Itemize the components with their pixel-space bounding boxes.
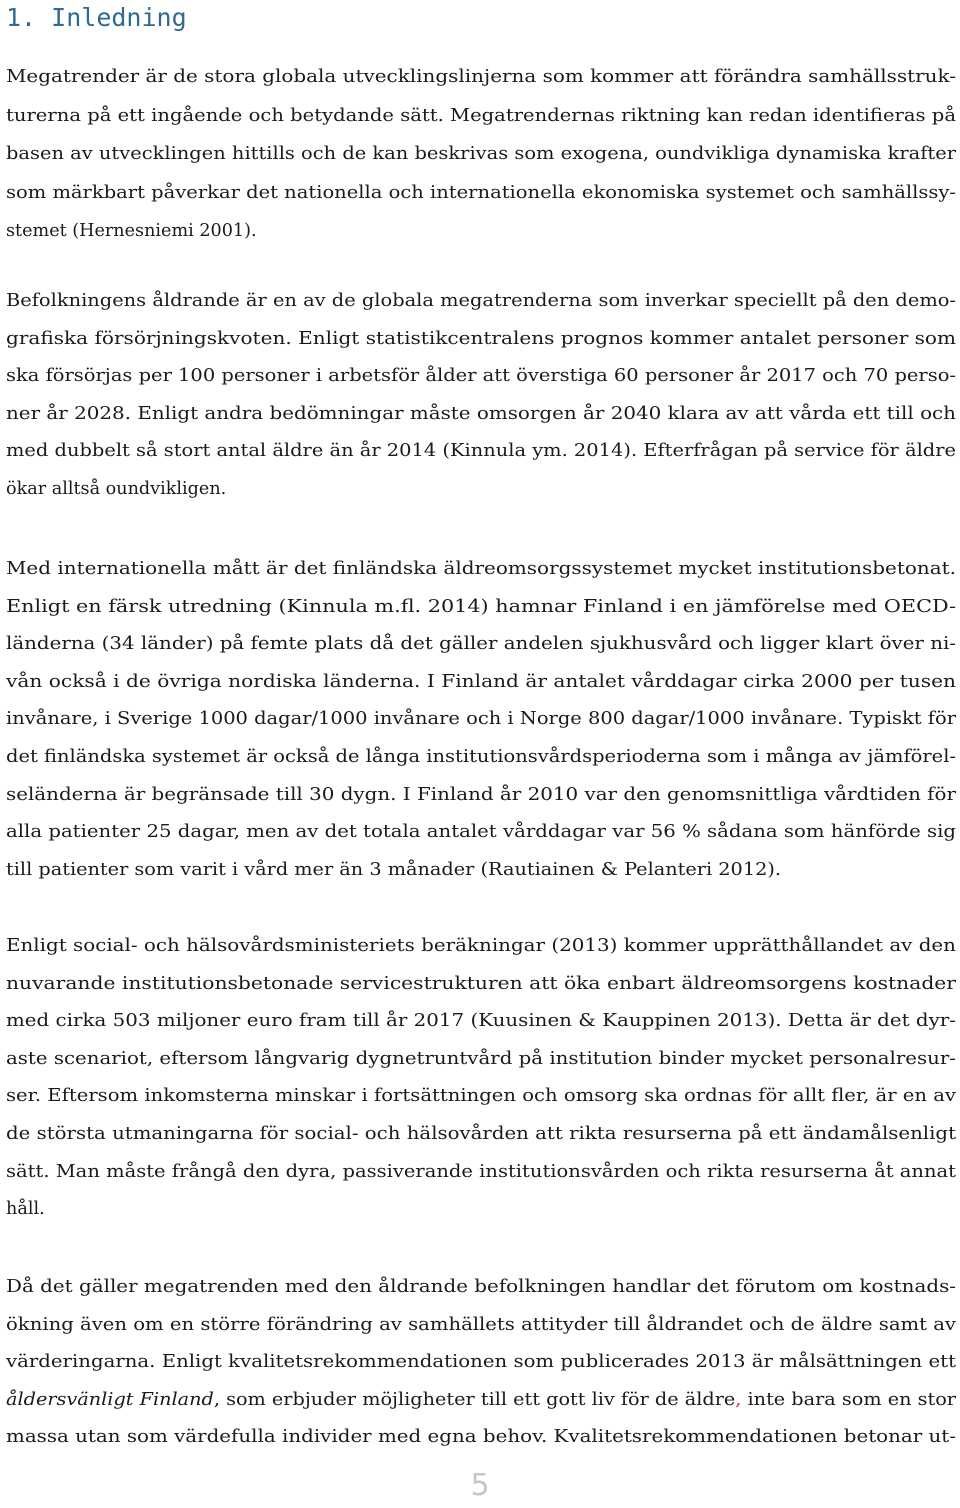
text-line: det finländska systemet är också de långa institutionsvårdsperioderna som i många av jämförel- (6, 746, 956, 767)
paragraph-institutional-care (6, 551, 956, 889)
paragraph-attitudes (6, 1269, 956, 1457)
text-line: grafiska försörjningskvoten. Enligt statistikcentralens prognos kommer antalet personer som (6, 328, 956, 349)
text-line: stemet (Hernesniemi 2001). (6, 221, 257, 242)
heading-title: Inledning (51, 3, 187, 32)
heading-number: 1. (6, 3, 37, 32)
text-line: Enligt social- och hälsovårdsministeriets beräkningar (2013) kommer upprätthållandet av den (6, 936, 956, 956)
text-line: Megatrender är de stora globala utvecklingslinjerna som kommer att förändra samhällsstruk- (6, 67, 956, 87)
highlighted-comma: , (735, 1389, 742, 1410)
text-line: åldersvänligt Finland, som erbjuder möjligheter till ett gott liv för de äldre, inte bara som en stor (6, 1389, 956, 1410)
text-line: med cirka 503 miljoner euro fram till år 2017 (Kuusinen & Kauppinen 2013). Detta är det dyr- (6, 1011, 956, 1032)
text-line: alla patienter 25 dagar, men av det totala antalet vårddagar var 56 % sådana som hänförde sig (6, 822, 956, 843)
text-line: seländerna är begränsade till 30 dygn. I Finland år 2010 var den genomsnittliga vårdtiden för (6, 784, 956, 805)
text-line: länderna (34 länder) på femte plats då det gäller andelen sjukhusvård och ligger klart över ni- (6, 634, 957, 655)
italic-term: åldersvänligt Finland (6, 1389, 214, 1410)
text-line: ökning även om en större förändring av samhällets attityder till åldrandet och de äldre samt av (6, 1314, 957, 1335)
text-line: massa utan som värdefulla individer med egna behov. Kvalitetsrekommendationen betonar ut- (6, 1427, 957, 1448)
text-line: de största utmaningarna för social- och hälsovården att rikta resurserna på ett ändamålsenligt (6, 1123, 956, 1144)
text-line: till patienter som varit i vård mer än 3 månader (Rautiainen & Pelanteri 2012). (6, 859, 781, 880)
text-line: vån också i de övriga nordiska länderna. I Finland är antalet vårddagar cirka 2000 per tusen (6, 671, 956, 692)
text-line: aste scenariot, eftersom långvarig dygnetruntvård på institution binder mycket personalresur- (6, 1048, 957, 1069)
text-line: nuvarande institutionsbetonade servicestrukturen att öka enbart äldreomsorgens kostnader (6, 973, 956, 994)
text-line: Enligt en färsk utredning (Kinnula m.fl. 2014) hamnar Finland i en jämförelse med OECD- (6, 596, 956, 617)
text-line: Med internationella mått är det finländska äldreomsorgssystemet mycket institutionsbetonat. (6, 559, 956, 579)
text-line: ska försörjas per 100 personer i arbetsför ålder att överstiga 60 personer år 2017 och 70 perso- (6, 366, 956, 387)
page-number: 5 (470, 1468, 490, 1503)
paragraph-aging-population (6, 283, 956, 509)
text-line: som märkbart påverkar det nationella och internationella ekonomiska systemet och samhällssy- (6, 182, 957, 203)
paragraph-megatrends (6, 58, 956, 251)
text-line: invånare, i Sverige 1000 dagar/1000 invånare och i Norge 800 dagar/1000 invånare. Typiskt för (6, 709, 956, 730)
section-heading (6, 2, 187, 34)
text-line: sätt. Man måste frångå den dyra, passiverande institutionsvården och rikta resurserna åt annat (6, 1161, 956, 1182)
text-line: turerna på ett ingående och betydande sätt. Megatrendernas riktning kan redan identifieras på (6, 105, 956, 126)
text-line: håll. (6, 1199, 45, 1220)
text-line: ser. Eftersom inkomsterna minskar i fortsättningen och omsorg ska ordnas för allt fler, är en av (6, 1086, 956, 1107)
paragraph-ministry-calculations (6, 928, 956, 1229)
text-line: med dubbelt så stort antal äldre än år 2014 (Kinnula ym. 2014). Efterfrågan på service för äldre (6, 441, 956, 462)
text-line: basen av utvecklingen hittills och de kan beskrivas som exogena, oundvikliga dynamiska krafter (6, 144, 956, 165)
text-line: ner år 2028. Enligt andra bedömningar måste omsorgen år 2040 klara av att vårda ett till och (6, 403, 956, 424)
text-line: ökar alltså oundvikligen. (6, 478, 227, 499)
text-line: Då det gäller megatrenden med den åldrande befolkningen handlar det förutom om kostnads- (6, 1277, 957, 1297)
text-line: Befolkningens åldrande är en av de globala megatrenderna som inverkar speciellt på den demo- (6, 291, 957, 311)
text-line: värderingarna. Enligt kvalitetsrekommendationen som publicerades 2013 är målsättningen ett (6, 1352, 956, 1373)
